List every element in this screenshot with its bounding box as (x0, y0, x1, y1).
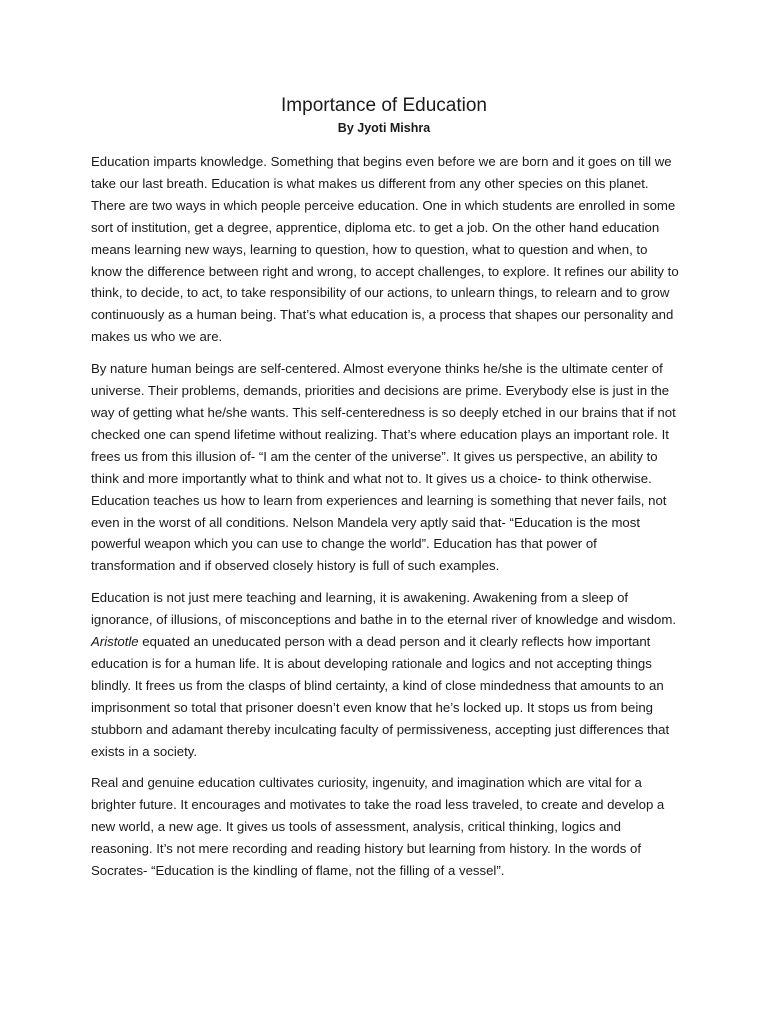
paragraph-3 (91, 587, 681, 762)
paragraph-4: Real and genuine education cultivates curiosity, ingenuity, and imagination which are vital for a brighter future. It encourages and motivates to take the road less traveled, to create and develop a new world, a new age. It gives us tools of assessment, analysis, critical thinking, logics and reasoning. It’s not mere recording and reading history but learning from history. In the words of Socrates- “Education is the kindling of flame, not the filling of a vessel”. (91, 775, 665, 879)
paragraph-2: By nature human beings are self-centered. Almost everyone thinks he/she is the ultimate center of universe. Their problems, demands, priorities and decisions are prime. Everybody else is just in the way of getting what he/she wants. This self-centeredness is so deeply etched in our brains that if not checked one can spend lifetime without realizing. That’s where education plays an important role. It frees us from this illusion of- “I am the center of the universe”. It gives us perspective, an ability to think and more importantly what to think and what not to. It gives us a choice- to think otherwise. Education teaches us how to learn from experiences and learning is something that never fails, not even in the worst of all conditions. Nelson Mandela very aptly said that- “Education is the most powerful weapon which you can use to change the world”. Education has that power of transformation and if observed closely history is full of such examples. (91, 361, 676, 574)
document-header (0, 94, 768, 136)
paragraph-3-text-before: Education is not just mere teaching and learning, it is awakening. Awakening from a sleep of ignorance, of illusions, of misconceptions and bathe in to the eternal river of knowledge and wisdom. (91, 590, 676, 628)
document-body (91, 151, 681, 892)
document-author: By Jyoti Mishra (337, 121, 431, 135)
paragraph-3-emphasis: Aristotle (91, 634, 139, 650)
paragraph-1: Education imparts knowledge. Something that begins even before we are born and it goes on till we take our last breath. Education is what makes us different from any other species on this planet. There are two ways in which people perceive education. One in which students are enrolled in some sort of institution, get a degree, apprentice, diploma etc. to get a job. On the other hand education means learning new ways, learning to question, how to question, what to question and when, to know the difference between right and wrong, to accept challenges, to explore. It refines our ability to think, to decide, to act, to take responsibility of our actions, to unlearn things, to relearn and to grow continuously as a human being. That’s what education is, a process that shapes our personality and makes us who we are. (91, 154, 679, 345)
paragraph-3-text-after: equated an uneducated person with a dead person and it clearly reflects how important education is for a human life. It is about developing rationale and logics and not accepting things blindly. It frees us from the clasps of blind certainty, a kind of close mindedness that amounts to an imprisonment so total that prisoner doesn’t even know that he’s locked up. It stops us from being stubborn and adamant thereby inculcating faculty of permissiveness, accepting just differences that exists in a society. (91, 634, 670, 759)
document-title: Importance of Education (281, 95, 487, 116)
